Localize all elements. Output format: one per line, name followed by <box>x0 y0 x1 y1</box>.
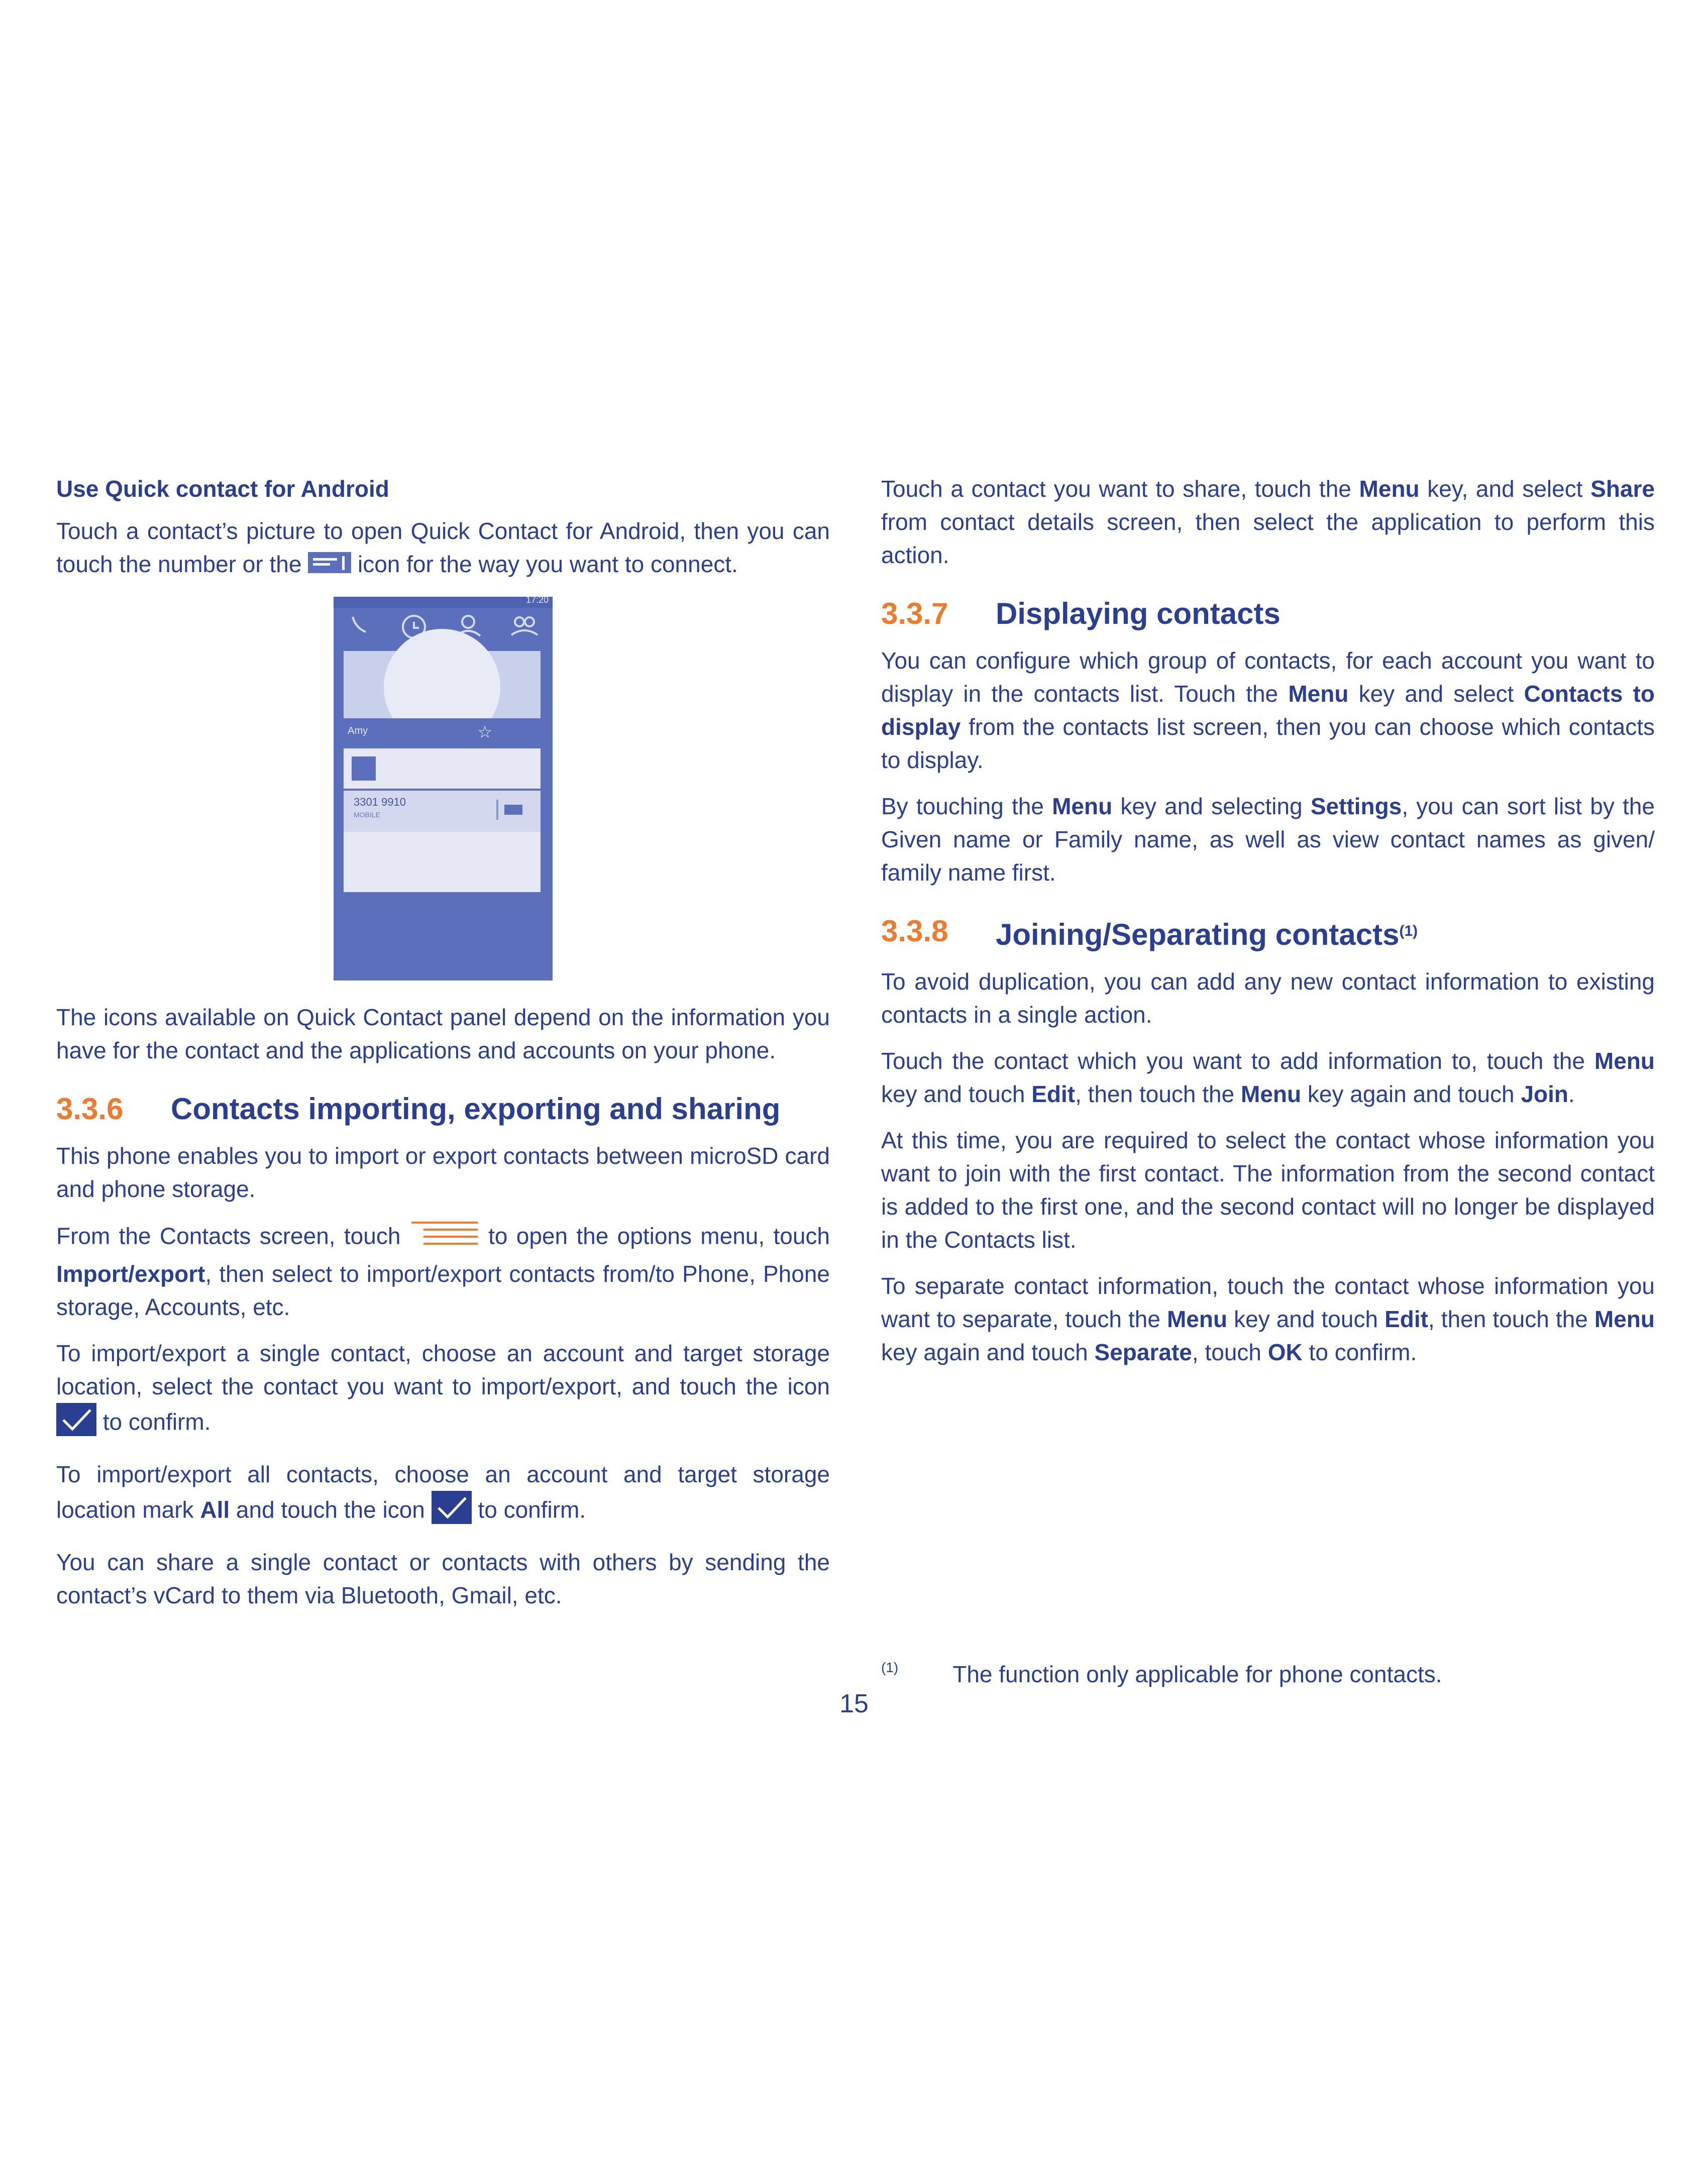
left-column <box>56 472 830 1625</box>
join-paragraph-3: At this time, you are required to select the contact whose information you want to join with the first contact. The information from the second contact is added to the first one, and the second contact will no longer be displayed in the Contacts list. <box>881 1127 1655 1253</box>
phone-screen <box>334 594 553 980</box>
footnote-marker: (1) <box>881 1660 899 1675</box>
import-export-paragraph-5: You can share a single contact or contacts with others by sending the contact’s vCard to them via Bluetooth, Gmail, etc. <box>56 1549 830 1608</box>
display-paragraph-2: By touching the Menu key and selecting Settings, you can sort list by the Given name or Family name, as well as view contact names as given/ family name first. <box>881 793 1655 886</box>
contact-number[interactable]: 3301 9910 <box>354 795 406 808</box>
share-paragraph: Touch a contact you want to share, touch the Menu key, and select Share from contact details screen, then select the application to perform this action. <box>881 476 1655 568</box>
import-export-paragraph-2: From the Contacts screen, touch to open the options menu, touch Import/export, then select to import/export contacts from/to Phone, Phone storage, Accounts, etc. <box>56 1219 830 1324</box>
contact-name: Amy <box>348 725 368 736</box>
checkmark-icon <box>432 1491 472 1533</box>
page-number: 15 <box>839 1689 869 1718</box>
footnote-ref: (1) <box>1399 923 1418 939</box>
import-export-paragraph-4: To import/export all contacts, choose an account and target storage location mark All and touch the icon to confirm. <box>56 1458 830 1533</box>
quick-contact-paragraph-1: Touch a contact’s picture to open Quick Contact for Android, then you can touch the number or the icon for the way you want to connect. <box>56 514 830 583</box>
section-3-3-6-heading: 3.3.6 Contacts importing, exporting and sharing <box>56 1092 781 1126</box>
right-column <box>881 472 1655 1382</box>
footnote-text: The function only applicable for phone contacts. <box>952 1661 1442 1687</box>
star-icon[interactable]: ☆ <box>477 722 493 742</box>
checkmark-icon <box>56 1403 96 1445</box>
message-icon <box>308 550 351 583</box>
footnote <box>881 1653 1442 1689</box>
join-paragraph-2: Touch the contact which you want to add information to, touch the Menu key and touch Edit, then touch the Menu key again and touch Join. <box>881 1048 1655 1107</box>
quick-contact-screenshot <box>56 594 830 980</box>
menu-icon <box>409 1219 480 1257</box>
join-paragraph-1: To avoid duplication, you can add any new contact information to existing contacts in a single action. <box>881 968 1655 1028</box>
section-3-3-8-heading: 3.3.8 Joining/Separating contacts$^{(1)}$ <box>881 914 1418 951</box>
number-type: MOBILE <box>354 810 380 819</box>
section-3-3-7-heading: 3.3.7 Displaying contacts <box>881 597 1280 630</box>
quick-contact-paragraph-2: The icons available on Quick Contact panel depend on the information you have for the contact and the applications and accounts on your phone. <box>56 1004 830 1063</box>
status-time: 17:20 <box>525 594 549 605</box>
separate-paragraph: To separate contact information, touch the contact whose information you want to separate, touch the Menu key and touch Edit, then touch the Menu key again and touch Separate, touch OK to confirm. <box>881 1273 1655 1365</box>
quick-contact-heading: Use Quick contact for Android <box>56 476 389 502</box>
import-export-paragraph-3: To import/export a single contact, choose an account and target storage location, select the contact you want to import/export, and touch the icon to confirm. <box>56 1337 830 1445</box>
import-export-paragraph-1: This phone enables you to import or export contacts between microSD card and phone storage. <box>56 1142 830 1202</box>
display-paragraph-1: You can configure which group of contacts, for each account you want to display in the contacts list. Touch the Menu key and select Contacts to display from the contacts list screen, then you can choose which contacts to display. <box>881 647 1655 773</box>
